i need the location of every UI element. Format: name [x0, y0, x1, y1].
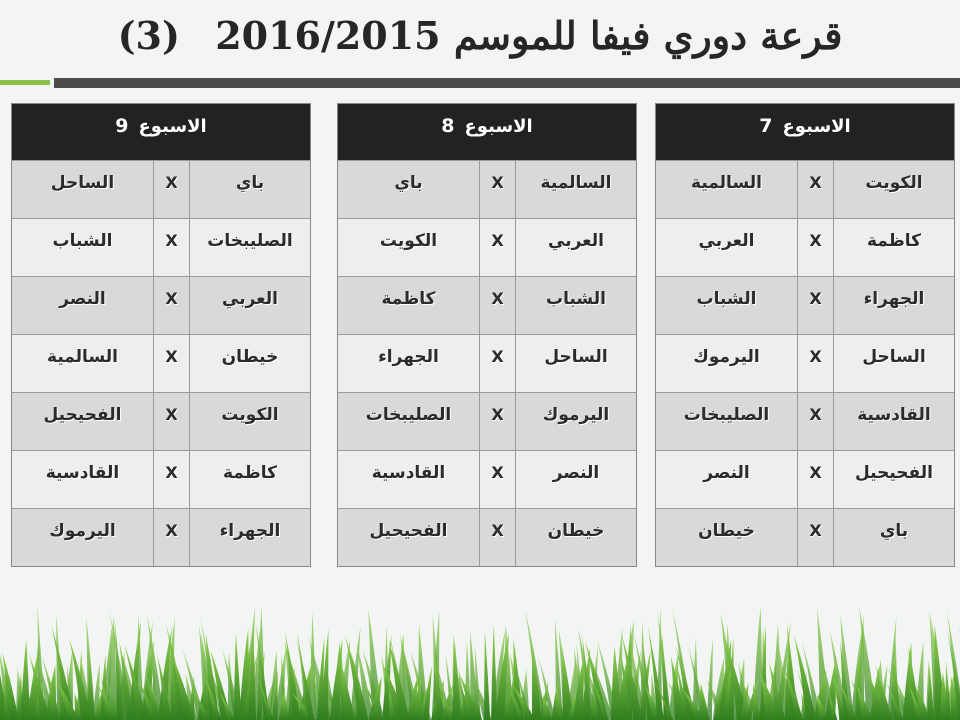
week-header — [12, 104, 310, 160]
away-team: الصليبخات — [365, 405, 452, 425]
match-row — [656, 450, 954, 508]
match-row — [656, 276, 954, 334]
away-team: الفحيحيل — [43, 405, 122, 425]
match-row — [12, 218, 310, 276]
home-team: الكويت — [833, 161, 954, 218]
match-row — [12, 276, 310, 334]
away-team: الفحيحيل — [369, 521, 448, 541]
vs-mark: X — [153, 219, 189, 276]
match-row — [656, 392, 954, 450]
match-row — [338, 334, 636, 392]
vs-mark: X — [153, 277, 189, 334]
week-number: 9 — [115, 115, 129, 137]
home-team: الصليبخات — [189, 219, 310, 276]
home-team: العربي — [189, 277, 310, 334]
home-team: كاظمة — [833, 219, 954, 276]
match-row — [338, 450, 636, 508]
vs-mark: X — [153, 335, 189, 392]
away-team: الساحل — [50, 173, 115, 193]
week-label: الاسبوع — [138, 116, 207, 137]
home-team: العربي — [515, 219, 636, 276]
match-row — [12, 334, 310, 392]
home-team: خيطان — [515, 509, 636, 566]
home-team: القادسية — [833, 393, 954, 450]
away-team: الشباب — [52, 231, 113, 251]
week-label: الاسبوع — [464, 116, 533, 137]
vs-mark: X — [797, 393, 833, 450]
home-team: خيطان — [189, 335, 310, 392]
away-team: السالمية — [691, 173, 762, 193]
week-8-table — [337, 103, 637, 567]
home-team: الجهراء — [833, 277, 954, 334]
vs-mark: X — [797, 335, 833, 392]
page-title — [0, 0, 960, 70]
part-label: (3) — [117, 13, 180, 58]
week-9-table — [11, 103, 311, 567]
away-team: النصر — [59, 289, 106, 309]
match-row — [338, 508, 636, 566]
away-team: باي — [394, 173, 423, 193]
away-team: اليرموك — [49, 521, 116, 541]
vs-mark: X — [479, 509, 515, 566]
vs-mark: X — [153, 393, 189, 450]
home-team: النصر — [515, 451, 636, 508]
week-header — [338, 104, 636, 160]
home-team: الفحيحيل — [833, 451, 954, 508]
week-header — [656, 104, 954, 160]
home-team: الجهراء — [189, 509, 310, 566]
match-row — [338, 160, 636, 218]
vs-mark: X — [797, 161, 833, 218]
week-number: 8 — [441, 115, 455, 137]
vs-mark: X — [797, 509, 833, 566]
match-row — [12, 508, 310, 566]
accent-divider — [0, 80, 50, 85]
home-team: باي — [189, 161, 310, 218]
vs-mark: X — [479, 277, 515, 334]
vs-mark: X — [153, 161, 189, 218]
match-row — [656, 160, 954, 218]
home-team: السالمية — [515, 161, 636, 218]
vs-mark: X — [153, 509, 189, 566]
vs-mark: X — [479, 335, 515, 392]
home-team: باي — [833, 509, 954, 566]
away-team: خيطان — [698, 521, 755, 541]
match-row — [338, 218, 636, 276]
home-team: اليرموك — [515, 393, 636, 450]
home-team: الشباب — [515, 277, 636, 334]
away-team: الجهراء — [378, 347, 439, 367]
away-team: الشباب — [696, 289, 757, 309]
away-team: النصر — [703, 463, 750, 483]
home-team: كاظمة — [189, 451, 310, 508]
vs-mark: X — [479, 451, 515, 508]
week-7-table — [655, 103, 955, 567]
away-team: كاظمة — [381, 289, 436, 309]
match-row — [338, 392, 636, 450]
vs-mark: X — [153, 451, 189, 508]
week-label: الاسبوع — [782, 116, 851, 137]
match-row — [12, 450, 310, 508]
week-number: 7 — [759, 115, 773, 137]
vs-mark: X — [797, 277, 833, 334]
home-team: الساحل — [833, 335, 954, 392]
vs-mark: X — [797, 451, 833, 508]
title-divider — [54, 78, 960, 88]
match-row — [656, 508, 954, 566]
grass-decoration — [0, 600, 960, 720]
vs-mark: X — [479, 161, 515, 218]
away-team: القادسية — [371, 463, 446, 483]
away-team: الكويت — [379, 231, 438, 251]
vs-mark: X — [797, 219, 833, 276]
away-team: القادسية — [45, 463, 120, 483]
season-label: 2016/2015 — [215, 13, 441, 58]
away-team: العربي — [698, 231, 755, 251]
match-row — [656, 218, 954, 276]
title-text: قرعة دوري فيفا للموسم — [453, 13, 843, 58]
vs-mark: X — [479, 219, 515, 276]
home-team: الساحل — [515, 335, 636, 392]
match-row — [656, 334, 954, 392]
match-row — [12, 160, 310, 218]
away-team: الصليبخات — [683, 405, 770, 425]
match-row — [12, 392, 310, 450]
home-team: الكويت — [189, 393, 310, 450]
vs-mark: X — [479, 393, 515, 450]
away-team: السالمية — [47, 347, 118, 367]
match-row — [338, 276, 636, 334]
away-team: اليرموك — [693, 347, 760, 367]
